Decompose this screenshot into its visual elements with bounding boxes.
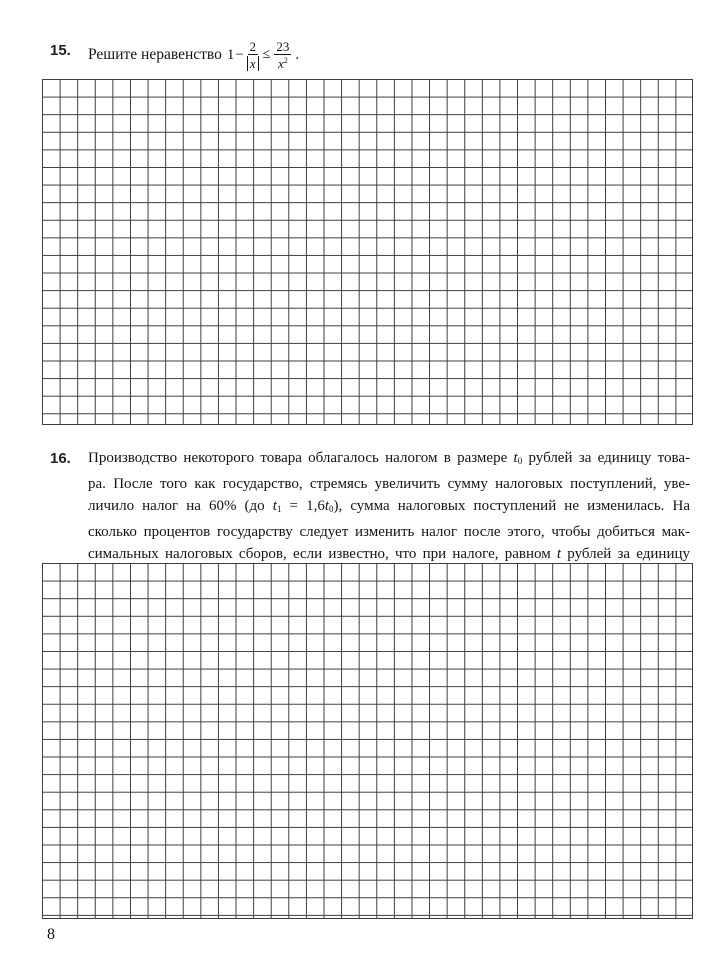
task-16-line-2: ра. После того как государство, стремясь увеличить сумму налоговых поступлений, уве-	[88, 475, 690, 492]
inequality-expression	[227, 40, 299, 70]
page-number: 8	[47, 926, 55, 943]
expr-period: .	[295, 46, 300, 63]
answer-grid-task-16[interactable]	[42, 563, 693, 919]
text-segment: рублей за единицу това-	[522, 450, 690, 466]
text-segment: симальных налоговых сборов, если известно, что при налоге, равном	[88, 546, 557, 562]
task-16-line-1	[88, 447, 690, 473]
denominator-exponent: 2	[283, 56, 288, 65]
fraction-2-over-abs-x	[247, 40, 259, 70]
task-16-line-4: сколько процентов государству следует изменить налог после этого, чтобы добиться мак-	[88, 523, 690, 540]
text-segment: = 1,6	[281, 498, 325, 514]
task-16-line-3	[88, 495, 690, 521]
task-15-prompt	[88, 37, 299, 73]
less-or-equal-sign: ≤	[262, 47, 271, 62]
task-15-number: 15.	[50, 42, 71, 59]
var-t: t	[272, 498, 277, 514]
subscript: 0	[517, 456, 523, 466]
expr-minus: −	[235, 46, 244, 63]
task-16-number: 16.	[50, 450, 71, 467]
answer-grid-task-15[interactable]	[42, 79, 693, 425]
fraction-numerator: 2	[249, 39, 256, 54]
subscript: 1	[276, 504, 282, 514]
task-15-prompt-text: Решите неравенство	[88, 46, 222, 63]
text-segment: личило налог на 60% (до	[88, 498, 273, 514]
var-t: t	[324, 498, 329, 514]
abs-x: x	[247, 56, 259, 71]
denominator-var: x	[277, 56, 284, 71]
fraction-denominator	[247, 55, 259, 70]
fraction-23-over-x-squared	[274, 40, 291, 70]
var-t: t	[556, 546, 562, 562]
var-t: t	[513, 450, 518, 466]
fraction-denominator	[278, 55, 288, 70]
text-segment: Производство некоторого товара облагалось налогом в размере	[88, 450, 514, 466]
expr-one: 1	[226, 46, 235, 63]
text-segment: рублей за единицу	[561, 546, 690, 562]
fraction-numerator: 23	[276, 39, 290, 54]
subscript: 0	[329, 504, 334, 514]
text-segment: ), сумма налоговых поступлений не изменилась. На	[333, 498, 690, 514]
